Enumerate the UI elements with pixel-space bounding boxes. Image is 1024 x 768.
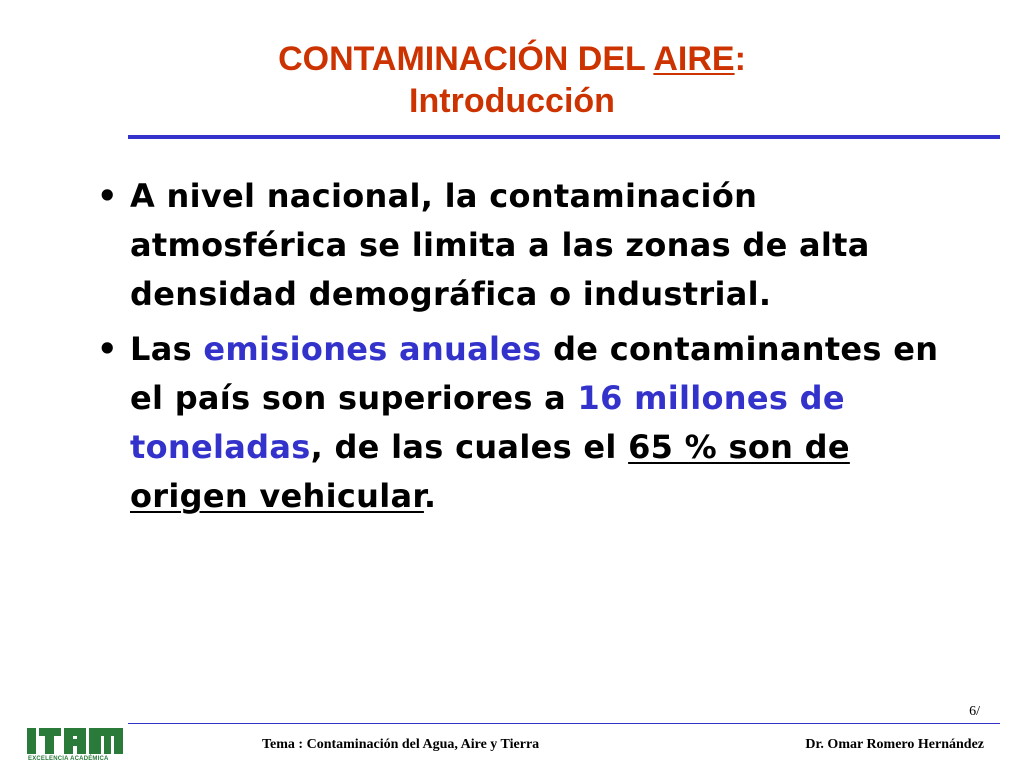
underlined-vehicular-share: 65 % son de origen vehicular	[130, 428, 850, 515]
bullet-text-part: .	[423, 477, 437, 515]
title-highlight: AIRE	[653, 40, 735, 78]
title-prefix: CONTAMINACIÓN DEL	[278, 40, 654, 78]
highlight-tonnage: 16 millones de toneladas	[130, 379, 845, 466]
page-number: 6/	[969, 704, 980, 719]
title-divider	[128, 135, 1000, 139]
bullet-text-part: de contaminantes en el país son superiores a	[130, 330, 939, 417]
highlight-emisiones: emisiones anuales	[203, 330, 542, 368]
slide-title-line1	[0, 38, 1024, 80]
bullet-item	[97, 325, 957, 521]
logo-tagline: EXCELENCIA ACADÉMICA	[28, 756, 109, 762]
slide-subtitle: Introducción	[409, 82, 615, 120]
bullet-list	[97, 172, 957, 521]
bullet-text: A nivel nacional, la contaminación atmosférica se limita a las zonas de alta densidad demográfica o industrial.	[130, 177, 870, 313]
title-suffix: :	[734, 40, 746, 78]
bullet-item	[97, 172, 957, 319]
footer-topic: Tema : Contaminación del Agua, Aire y Tierra	[262, 737, 540, 752]
footer-author: Dr. Omar Romero Hernández	[805, 737, 984, 752]
footer-divider	[128, 723, 1000, 724]
bullet-marker: •	[97, 177, 118, 215]
logo-wordmark: ITAM	[27, 724, 30, 725]
bullet-marker: •	[97, 330, 118, 368]
bullet-text-part: Las	[130, 330, 204, 368]
slide-title	[0, 38, 1024, 122]
bullet-text-part: , de las cuales el	[310, 428, 629, 466]
